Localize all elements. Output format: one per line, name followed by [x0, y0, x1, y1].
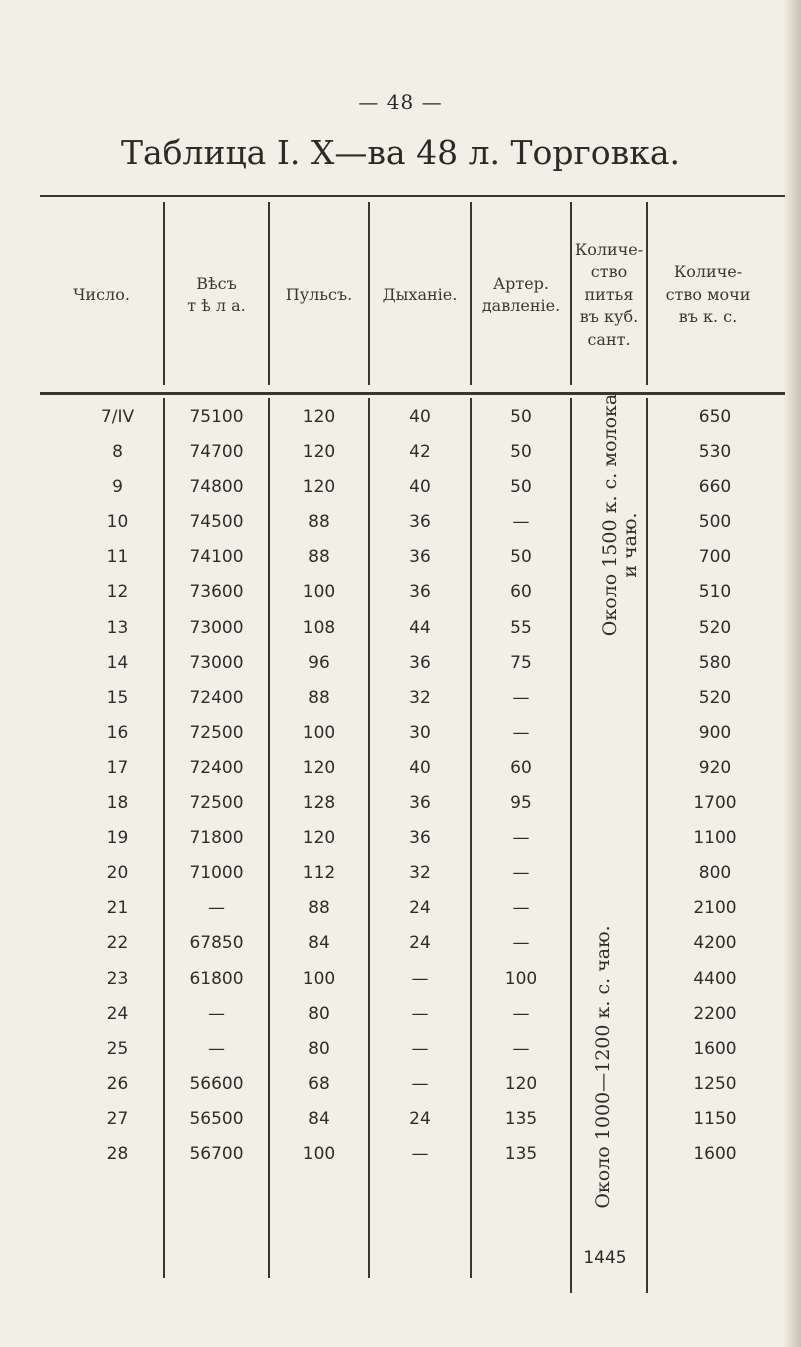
pressure-cell: —: [512, 863, 530, 884]
pulse-cell: 100: [302, 722, 336, 743]
pulse-cell: 120: [302, 828, 336, 849]
weight-cell: 72400: [189, 687, 244, 708]
urine-cell: 530: [698, 442, 732, 463]
page-number: — 48 —: [358, 90, 443, 114]
pressure-cell: 60: [510, 582, 532, 603]
weight-column: [165, 400, 268, 1172]
breathing-cell: 44: [409, 617, 431, 638]
pulse-cell: 100: [302, 582, 336, 603]
breathing-cell: 36: [409, 512, 431, 533]
weight-cell: 73000: [189, 617, 244, 638]
header-drink: Количе- ство питья въ куб. сант.: [574, 240, 644, 349]
urine-cell: 4200: [693, 933, 737, 954]
pulse-cell: 100: [302, 1143, 336, 1164]
pulse-cell: 84: [308, 933, 330, 954]
breathing-cell: 36: [409, 652, 431, 673]
pressure-cell: 100: [504, 968, 538, 989]
date-cell: 9: [112, 477, 123, 498]
header-weight: Вѣсъ т ѣ л а.: [187, 273, 246, 315]
breathing-cell: 30: [409, 722, 431, 743]
urine-cell: 650: [698, 407, 732, 427]
urine-cell: 800: [698, 863, 732, 884]
urine-cell: 900: [698, 722, 732, 743]
urine-cell: 580: [698, 652, 732, 673]
pressure-cell: —: [512, 828, 530, 849]
pulse-cell: 68: [308, 1073, 330, 1094]
date-cell: 27: [106, 1108, 129, 1129]
breathing-cell: 24: [409, 933, 431, 954]
pulse-cell: 100: [302, 968, 336, 989]
breathing-cell: 32: [409, 863, 431, 884]
weight-cell: 71800: [189, 828, 244, 849]
pulse-cell: 84: [308, 1108, 330, 1129]
weight-cell: 56700: [189, 1143, 244, 1164]
date-cell: 17: [106, 757, 129, 778]
weight-cell: 75100: [189, 407, 244, 427]
urine-cell: 2200: [693, 1003, 737, 1024]
column-divider: [570, 398, 572, 1293]
date-cell: 20: [106, 863, 129, 884]
pressure-cell: 135: [504, 1143, 538, 1164]
drink-last-value: 1445: [583, 1248, 627, 1268]
header-date: Число.: [73, 284, 130, 304]
date-cell: 12: [106, 582, 129, 603]
breathing-cell: 42: [409, 442, 431, 463]
pressure-cell: 75: [510, 652, 532, 673]
page-edge-shadow: [783, 0, 801, 1347]
drink-note-milk-tea-cont: и чаю.: [619, 512, 641, 578]
weight-cell: 71000: [189, 863, 244, 884]
pressure-cell: 120: [504, 1073, 538, 1094]
pressure-cell: 50: [510, 477, 532, 498]
weight-cell: 67850: [189, 933, 244, 954]
date-cell: 24: [106, 1003, 129, 1024]
weight-cell: 72500: [189, 793, 244, 814]
date-cell: 18: [106, 793, 129, 814]
urine-cell: 1150: [693, 1108, 737, 1129]
pulse-cell: 128: [302, 793, 336, 814]
urine-cell: 1600: [693, 1143, 737, 1164]
pulse-cell: 88: [308, 687, 330, 708]
weight-cell: —: [208, 1003, 225, 1024]
drink-note-tea: Около 1000—1200 к. с. чаю.: [592, 925, 614, 1209]
breathing-cell: —: [411, 1073, 429, 1094]
date-cell: 25: [106, 1038, 129, 1059]
urine-column: [660, 400, 770, 1172]
breathing-cell: 36: [409, 547, 431, 568]
pulse-cell: 120: [302, 442, 336, 463]
urine-cell: 700: [698, 547, 732, 568]
pressure-cell: —: [512, 898, 530, 919]
pressure-cell: 95: [510, 793, 532, 814]
table-title: Таблица I. X—ва 48 л. Торговка.: [120, 133, 681, 172]
breathing-cell: 40: [409, 477, 431, 498]
date-cell: 7/IV: [100, 407, 135, 427]
pressure-cell: —: [512, 933, 530, 954]
date-cell: 19: [106, 828, 129, 849]
pulse-cell: 88: [308, 898, 330, 919]
table-top-rule: [40, 195, 785, 197]
breathing-cell: 36: [409, 582, 431, 603]
urine-cell: 920: [698, 757, 732, 778]
pulse-column: [270, 400, 368, 1172]
urine-cell: 4400: [693, 968, 737, 989]
pulse-cell: 80: [308, 1003, 330, 1024]
pressure-cell: —: [512, 687, 530, 708]
urine-cell: 1600: [693, 1038, 737, 1059]
pressure-cell: —: [512, 1038, 530, 1059]
date-cell: 15: [106, 687, 129, 708]
weight-cell: 56600: [189, 1073, 244, 1094]
weight-cell: 72400: [189, 757, 244, 778]
pressure-cell: 50: [510, 547, 532, 568]
date-cell: 8: [112, 442, 123, 463]
date-cell: 14: [106, 652, 129, 673]
breathing-cell: 24: [409, 1108, 431, 1129]
breathing-cell: 24: [409, 898, 431, 919]
pressure-cell: —: [512, 722, 530, 743]
urine-cell: 660: [698, 477, 732, 498]
date-cell: 26: [106, 1073, 129, 1094]
pulse-cell: 120: [302, 757, 336, 778]
breathing-column: [370, 400, 470, 1172]
pulse-cell: 120: [302, 407, 336, 427]
urine-cell: 1700: [693, 793, 737, 814]
pressure-cell: 50: [510, 407, 532, 427]
pressure-cell: —: [512, 512, 530, 533]
date-cell: 23: [106, 968, 129, 989]
pulse-cell: 108: [302, 617, 336, 638]
pulse-cell: 96: [308, 652, 330, 673]
header-pressure: Артер. давленіе.: [481, 273, 561, 315]
urine-cell: 500: [698, 512, 732, 533]
urine-cell: 1250: [693, 1073, 737, 1094]
breathing-cell: 36: [409, 793, 431, 814]
pulse-cell: 88: [308, 512, 330, 533]
header-bottom-rule: [40, 392, 785, 395]
weight-cell: 73600: [189, 582, 244, 603]
weight-cell: 72500: [189, 722, 244, 743]
breathing-cell: 40: [409, 757, 431, 778]
breathing-cell: —: [411, 1143, 429, 1164]
urine-cell: 520: [698, 687, 732, 708]
header-pulse: Пульсъ.: [285, 284, 353, 304]
column-divider: [646, 398, 648, 1293]
weight-cell: 74100: [189, 547, 244, 568]
date-cell: 22: [106, 933, 129, 954]
pulse-cell: 88: [308, 547, 330, 568]
pressure-cell: —: [512, 1003, 530, 1024]
urine-cell: 2100: [693, 898, 737, 919]
pulse-cell: 80: [308, 1038, 330, 1059]
weight-cell: 61800: [189, 968, 244, 989]
date-cell: 13: [106, 617, 129, 638]
weight-cell: —: [208, 1038, 225, 1059]
date-cell: 11: [106, 547, 129, 568]
pressure-cell: 55: [510, 617, 532, 638]
weight-cell: —: [208, 898, 225, 919]
weight-cell: 56500: [189, 1108, 244, 1129]
header-urine: Количе- ство мочи въ к. с.: [665, 262, 751, 327]
weight-cell: 74800: [189, 477, 244, 498]
pressure-cell: 50: [510, 442, 532, 463]
date-cell: 16: [106, 722, 129, 743]
breathing-cell: 32: [409, 687, 431, 708]
pressure-cell: 60: [510, 757, 532, 778]
breathing-cell: —: [411, 1003, 429, 1024]
breathing-cell: —: [411, 1038, 429, 1059]
urine-cell: 520: [698, 617, 732, 638]
urine-cell: 510: [698, 582, 732, 603]
breathing-cell: —: [411, 968, 429, 989]
pulse-cell: 112: [302, 863, 336, 884]
breathing-cell: 36: [409, 828, 431, 849]
date-cell: 21: [106, 898, 129, 919]
drink-note-milk-tea: Около 1500 к. с. молока: [599, 393, 621, 637]
breathing-cell: 40: [409, 407, 431, 427]
header-breathing: Дыханіе.: [382, 284, 458, 304]
date-column: [80, 400, 155, 1172]
date-cell: 10: [106, 512, 129, 533]
pressure-cell: 135: [504, 1108, 538, 1129]
date-cell: 28: [106, 1143, 129, 1164]
urine-cell: 1100: [693, 828, 737, 849]
pulse-cell: 120: [302, 477, 336, 498]
pressure-column: [472, 400, 570, 1172]
weight-cell: 73000: [189, 652, 244, 673]
weight-cell: 74500: [189, 512, 244, 533]
weight-cell: 74700: [189, 442, 244, 463]
